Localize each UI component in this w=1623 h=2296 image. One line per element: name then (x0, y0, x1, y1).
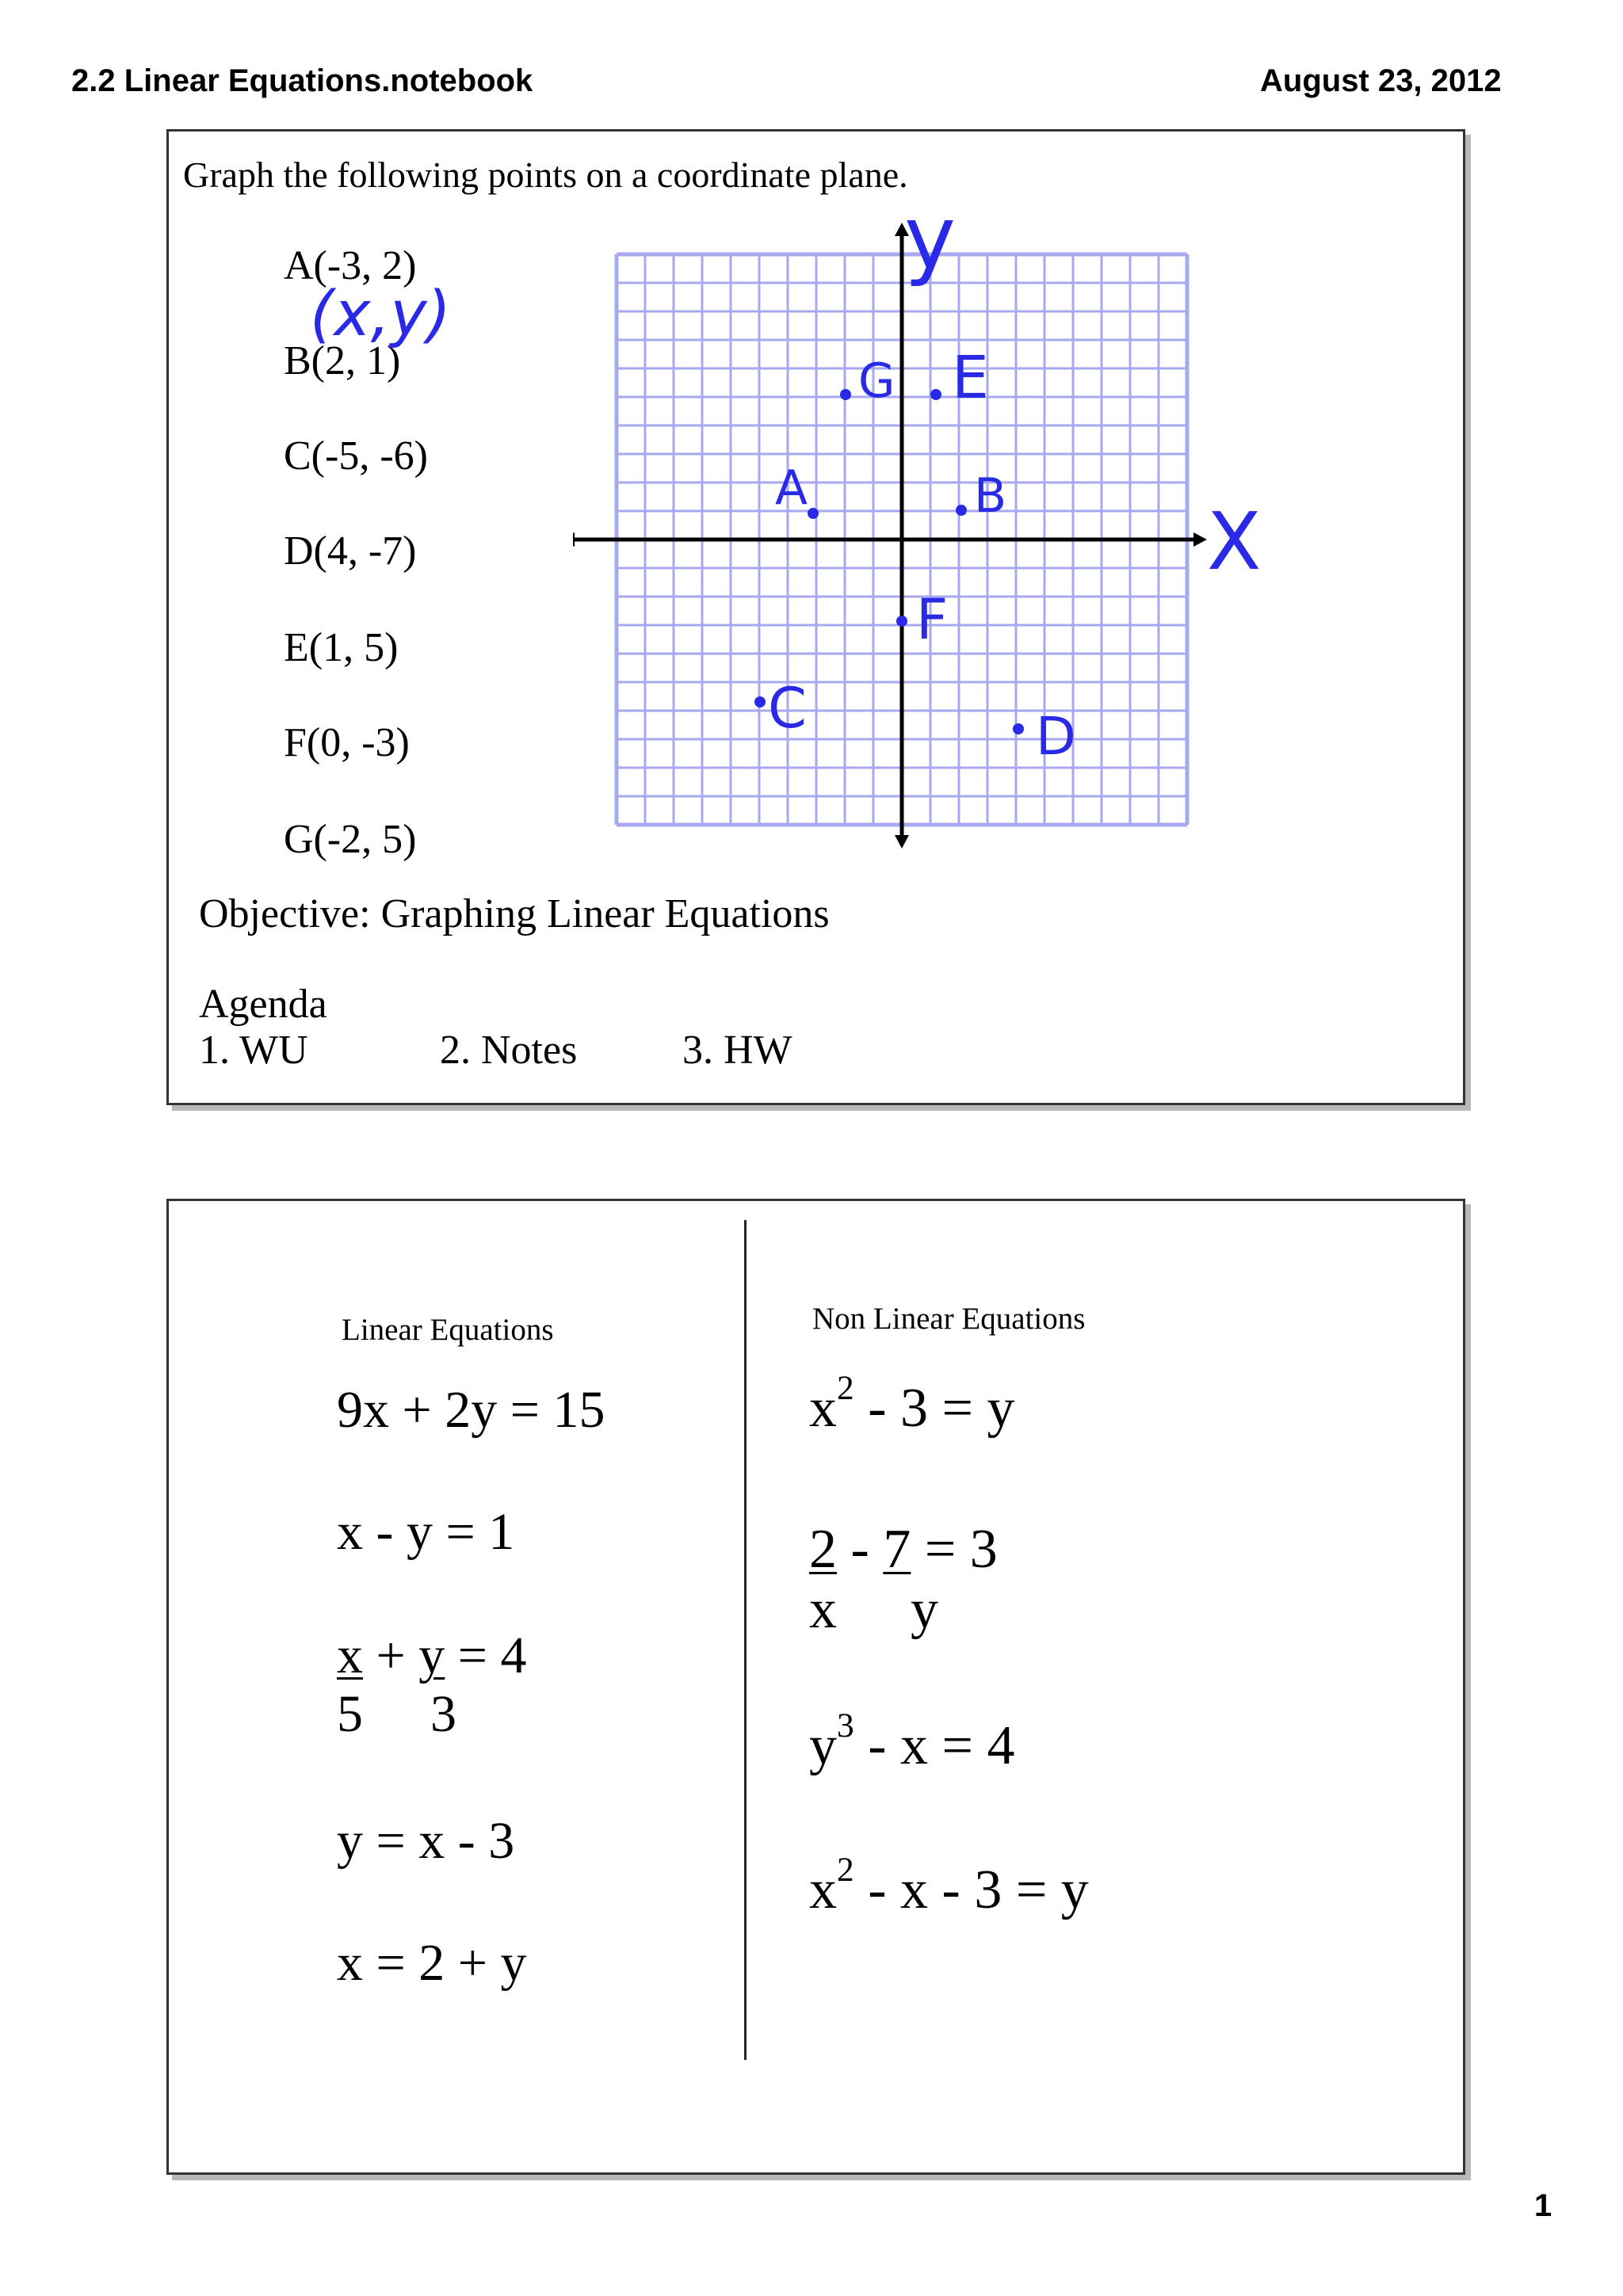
y-axis-bottom-arrow (895, 835, 909, 849)
column-divider (744, 1220, 747, 2060)
point-d: D(4, -7) (284, 528, 417, 574)
nonlinear-eq-3 (809, 1707, 1015, 1778)
ordered-pair-text: (x,y) (310, 279, 451, 350)
linear-heading: Linear Equations (342, 1313, 554, 1347)
linear-eq-3 (337, 1626, 526, 1686)
nonlinear-eq-1 (809, 1369, 1015, 1440)
coordinate-plane (573, 211, 1365, 1003)
linear-eq-1: 9x + 2y = 15 (337, 1381, 605, 1439)
slide-1 (166, 129, 1465, 1105)
x-axis-label: X (1207, 495, 1262, 588)
linear-eq-5: x = 2 + y (337, 1934, 527, 1992)
point-g: G(-2, 5) (284, 817, 417, 862)
nl-eq1-base: x (809, 1378, 837, 1439)
nl-eq2-denominator-y: y (911, 1579, 938, 1640)
x-axis-right-arrow (1193, 532, 1207, 547)
document-date: August 23, 2012 (1260, 63, 1502, 98)
nl-eq2-numerator-7: 7 (883, 1519, 911, 1580)
point-c: C(-5, -6) (284, 433, 428, 479)
x-axis-left-arrow (573, 532, 575, 547)
nl-eq2-numerator-2: 2 (809, 1519, 837, 1580)
nl-eq2-rhs: = 3 (911, 1519, 998, 1580)
page-number: 1 (1534, 2188, 1552, 2223)
point-c-dot (754, 696, 766, 707)
nl-eq1-rest: - 3 = y (854, 1378, 1015, 1439)
nonlinear-eq-2 (809, 1518, 998, 1581)
document-title: 2.2 Linear Equations.notebook (71, 63, 533, 98)
linear-eq-4: y = x - 3 (337, 1812, 515, 1870)
nonlinear-heading: Non Linear Equations (812, 1302, 1086, 1336)
point-a-dot (808, 508, 819, 519)
nonlinear-eq-2-denominators (809, 1578, 938, 1642)
nonlinear-eq-4 (809, 1851, 1089, 1922)
linear-eq-2: x - y = 1 (337, 1503, 515, 1561)
point-c-label: C (768, 676, 807, 741)
point-d-label: D (1036, 706, 1076, 767)
point-b-dot (956, 505, 967, 516)
agenda-title: Agenda (199, 982, 327, 1027)
point-d-dot (1013, 723, 1024, 734)
nl-eq2-denominator-x: x (809, 1579, 837, 1640)
point-b-label: B (974, 468, 1007, 524)
nl-eq3-base: y (809, 1715, 837, 1776)
point-a: A(-3, 2) (284, 243, 417, 288)
point-e-dot (930, 389, 941, 400)
nl-eq4-rest: - x - 3 = y (854, 1859, 1089, 1920)
eq3-denominator-3: 3 (430, 1685, 456, 1743)
point-f-label: F (916, 587, 949, 652)
point-e-label: E (952, 344, 989, 412)
slide-2 (166, 1199, 1465, 2175)
instruction-text: Graph the following points on a coordinate plane. (183, 154, 908, 195)
nl-eq4-base: x (809, 1859, 837, 1920)
nl-eq3-rest: - x = 4 (854, 1715, 1015, 1776)
y-axis-label: y (904, 211, 957, 288)
eq3-rhs: = 4 (445, 1627, 527, 1684)
nl-eq4-exponent: 2 (837, 1851, 854, 1890)
eq3-plus: + (363, 1627, 419, 1684)
point-f-dot (896, 616, 907, 627)
nl-eq3-exponent: 3 (837, 1707, 854, 1745)
nl-eq1-exponent: 2 (837, 1369, 854, 1408)
eq3-numerator-y: y (418, 1627, 445, 1684)
agenda-item-wu: 1. WU (199, 1028, 308, 1073)
nl-eq2-minus: - (837, 1519, 884, 1580)
point-b: B(2, 1) (284, 338, 401, 383)
ordered-pair-annotation (304, 270, 462, 357)
linear-eq-3-denominators (337, 1684, 456, 1745)
point-g-dot (840, 389, 851, 400)
point-g-label: G (858, 353, 896, 409)
point-e: E(1, 5) (284, 625, 399, 670)
agenda-item-hw: 3. HW (682, 1028, 792, 1073)
eq3-denominator-5: 5 (337, 1685, 363, 1743)
objective-text: Objective: Graphing Linear Equations (199, 891, 830, 936)
agenda-item-notes: 2. Notes (440, 1028, 578, 1073)
eq3-numerator-x: x (337, 1627, 363, 1684)
point-f: F(0, -3) (284, 720, 410, 765)
point-a-label: A (775, 460, 808, 516)
